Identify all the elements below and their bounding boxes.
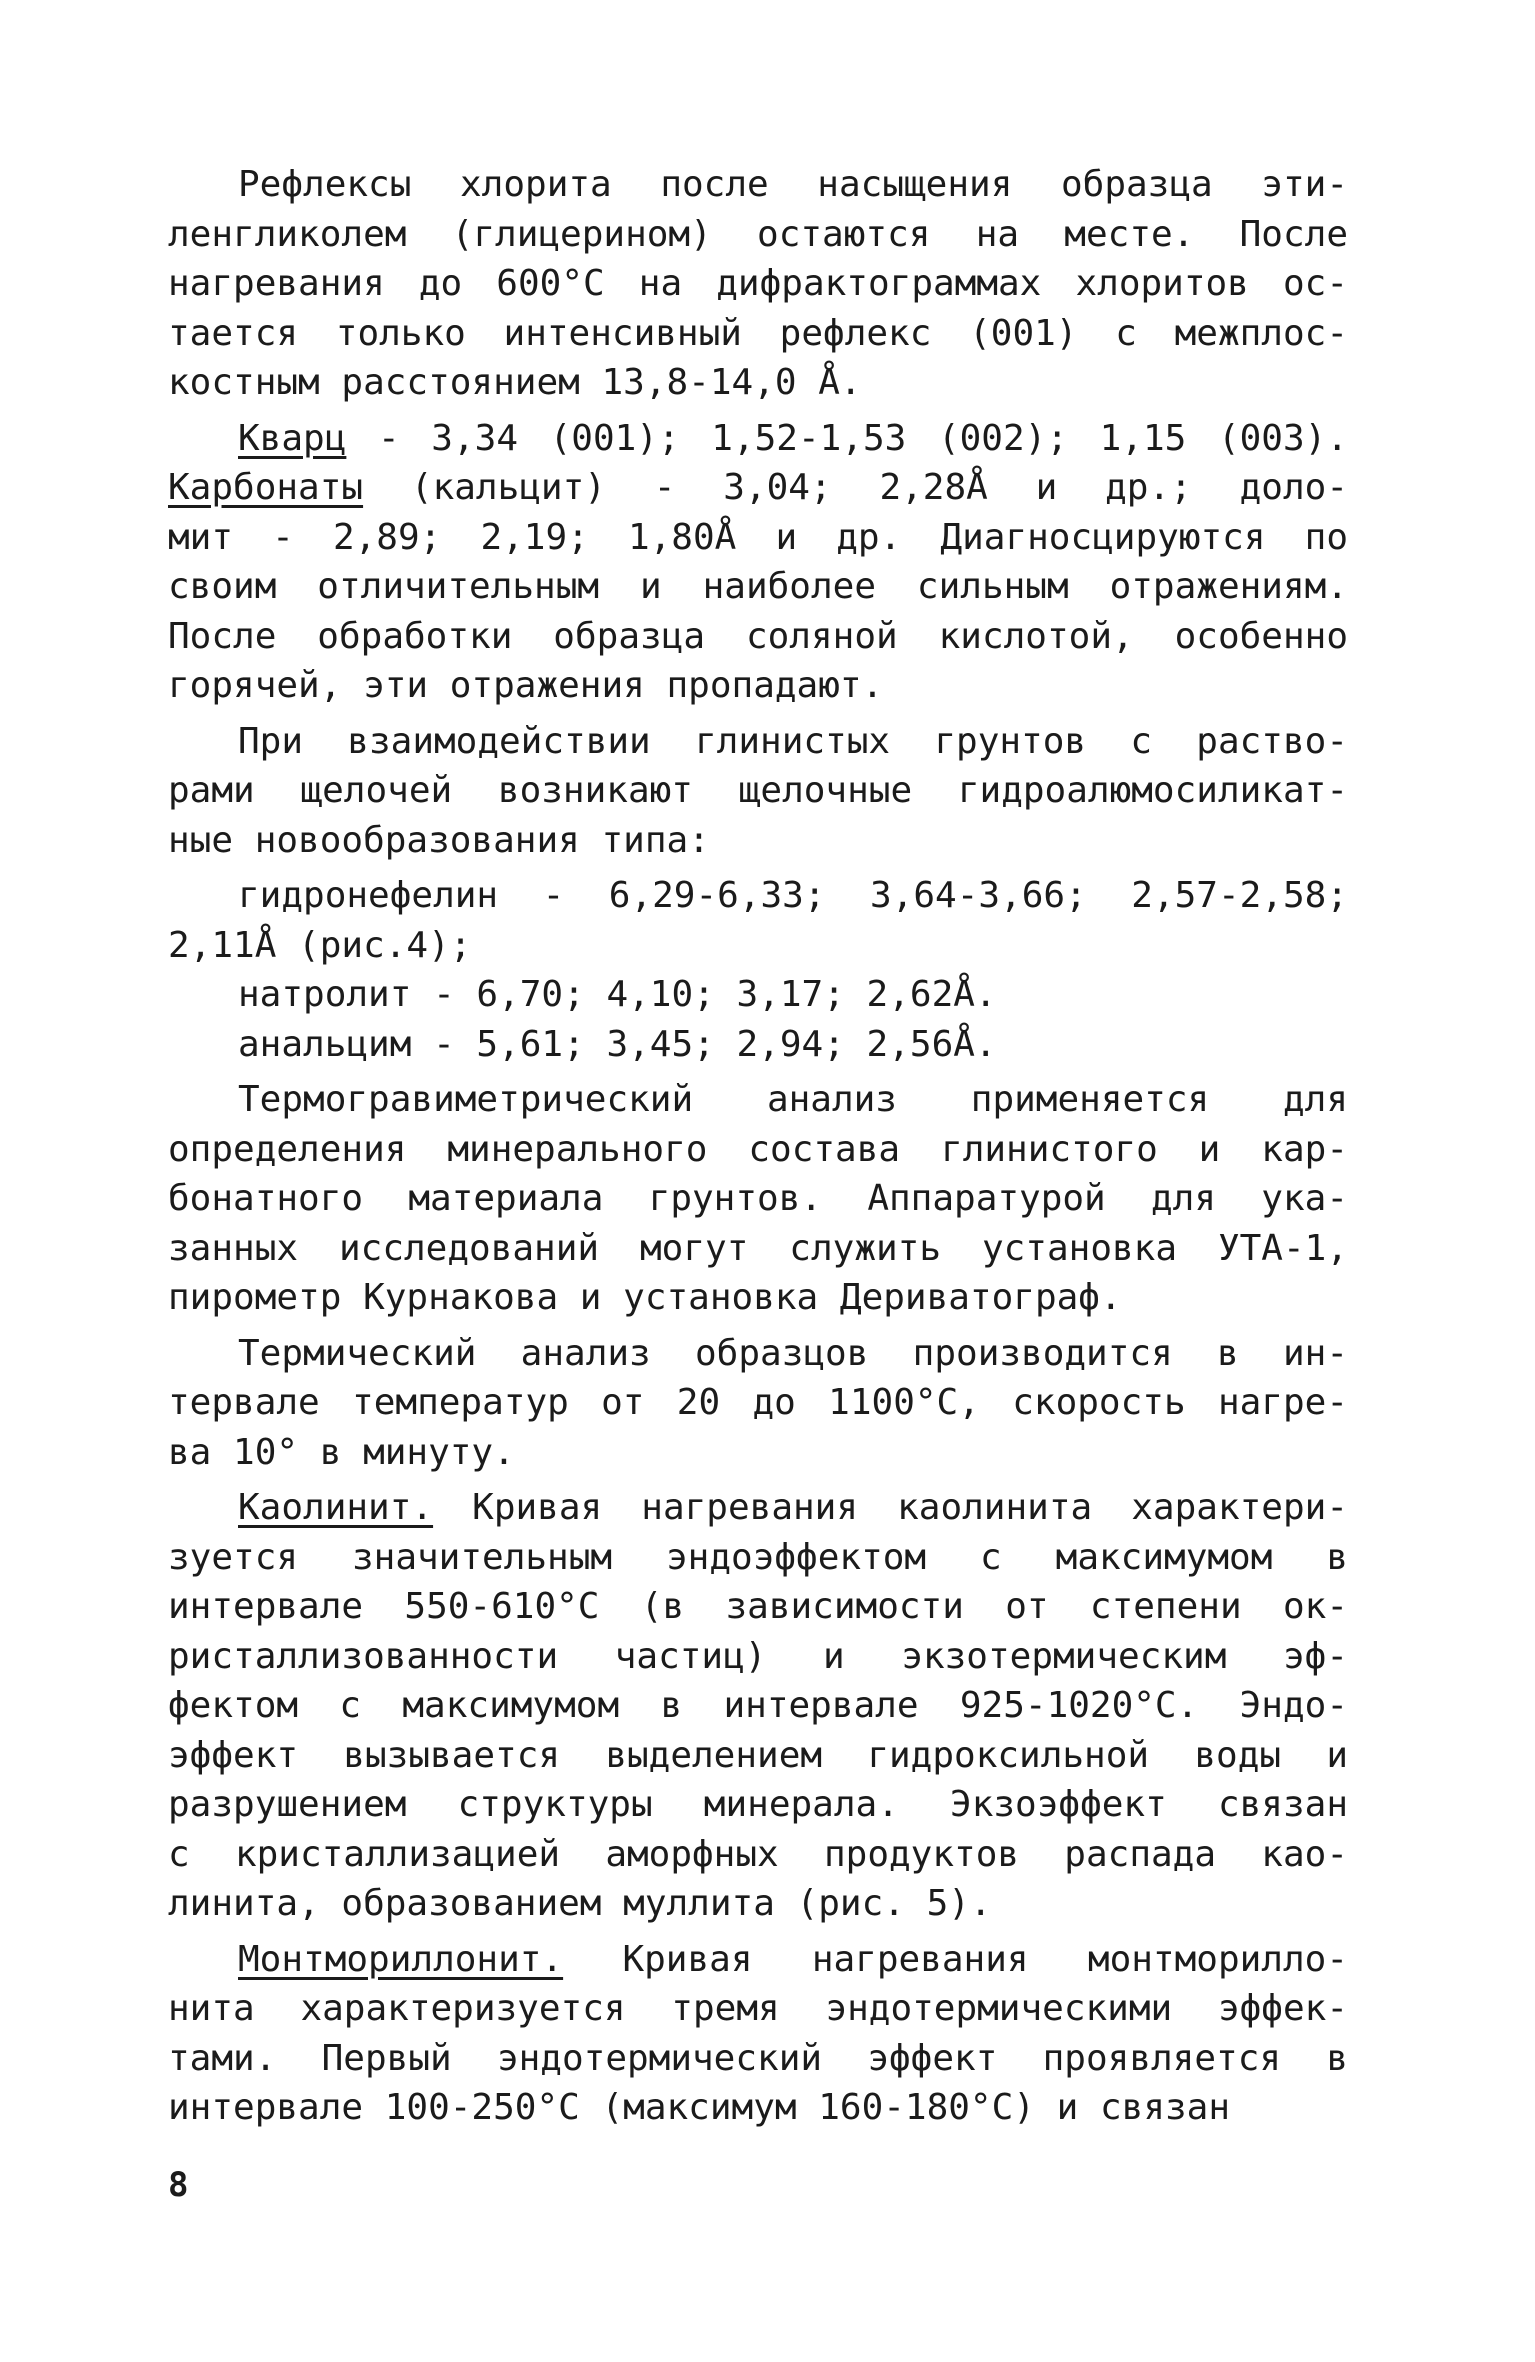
text-line: фектом с максимумом в интервале 925-1020°С. Эндо- [168,1685,1348,1726]
text-line: После обработки образца соляной кислотой, особенно [168,615,1348,657]
text-line: ные новообразования типа: [168,819,710,861]
text-line: нита характеризуется тремя эндотермическими эффек- [168,1988,1348,2029]
text-line [168,1483,1348,1533]
text-line: пирометр Курнакова и установка Дериватограф. [168,1277,1122,1318]
text-line: рами щелочей возникают щелочные гидроалюмосиликат- [168,770,1348,811]
text-line [168,414,1348,464]
section-heading: Карбонаты [168,467,364,508]
section-heading: Каолинит. [238,1487,434,1528]
paragraph-chlorite-reflexes [168,160,1348,408]
text-line: костным расстоянием 13,8-14,0 Å. [168,362,862,403]
text-line: с кристаллизацией аморфных продуктов распада као- [168,1833,1348,1875]
paragraph-thermogravimetric [168,1075,1348,1323]
text-line: тается только интенсивный рефлекс (001) с межплос- [168,312,1348,354]
text-line: При взаимодействии глинистых грунтов с раство- [238,720,1348,762]
text-line: гидронефелин - 6,29-6,33; 3,64-3,66; 2,57-2,58; [238,875,1348,916]
text-line: тами. Первый эндотермический эффект проявляется в [168,2037,1348,2079]
text-line: эффект вызывается выделением гидроксильной воды и [168,1734,1348,1776]
text-line: ристаллизованности частиц) и экзотермическим эф- [168,1635,1348,1677]
line-text: Кривая нагревания каолинита характери- [433,1487,1348,1528]
text-line: Термогравиметрический анализ применяется для [238,1079,1348,1120]
text-line: Термический анализ образцов производится в ин- [238,1332,1348,1374]
paragraph-montmorillonite [168,1935,1348,2133]
text-line: зуется значительным эндоэффектом с максимумом в [168,1536,1348,1578]
text-line: тервале температур от 20 до 1100°С, скорость нагре- [168,1382,1348,1423]
list-item-analcime [168,1020,1348,1070]
text-line: ленгликолем (глицерином) остаются на месте. После [168,213,1348,255]
section-heading: Монтмориллонит. [238,1938,564,1980]
text-line: горячей, эти отражения пропадают. [168,665,884,706]
paragraph-alkali-interaction [168,717,1348,866]
text-line: интервале 100-250°С (максимум 160-180°С) и связан [168,2087,1231,2128]
text-line: натролит - 6,70; 4,10; 3,17; 2,62Å. [238,974,997,1015]
page-body [168,160,1348,2133]
list-item-natrolite [168,970,1348,1020]
paragraph-kaolinite [168,1483,1348,1929]
text-line: занных исследований могут служить установка УТА-1, [168,1227,1348,1269]
text-line: интервале 550-610°С (в зависимости от степени ок- [168,1586,1348,1627]
text-line: мит - 2,89; 2,19; 1,80Å и др. Диагносцируются по [168,516,1348,558]
paragraph-quartz-carbonates [168,414,1348,711]
text-line [168,463,1348,513]
text-line: своим отличительным и наиболее сильным отражениям. [168,566,1348,607]
line-text: (кальцит) - 3,04; 2,28Å и др.; доло- [363,467,1348,508]
text-line [168,1935,1348,1985]
section-heading: Кварц [238,417,347,459]
text-line: анальцим - 5,61; 3,45; 2,94; 2,56Å. [238,1023,997,1065]
text-line: разрушением структуры минерала. Экзоэффект связан [168,1784,1348,1825]
text-line: определения минерального состава глинистого и кар- [168,1128,1348,1170]
line-text: Кривая нагревания монтморилло- [563,1938,1348,1980]
list-item-hydronepheline [168,871,1348,970]
text-line: Рефлексы хлорита после насыщения образца эти- [238,164,1348,205]
paragraph-thermal-analysis [168,1329,1348,1478]
text-line: бонатного материала грунтов. Аппаратурой для ука- [168,1178,1348,1219]
text-line: ва 10° в минуту. [168,1431,515,1473]
text-line: нагревания до 600°С на дифрактограммах хлоритов ос- [168,263,1348,304]
text-line: линита, образованием муллита (рис. 5). [168,1883,992,1924]
page-number: 8 [168,2165,189,2205]
line-text: - 3,34 (001); 1,52-1,53 (002); 1,15 (003). [346,417,1348,459]
text-line: 2,11Å (рис.4); [168,924,472,966]
